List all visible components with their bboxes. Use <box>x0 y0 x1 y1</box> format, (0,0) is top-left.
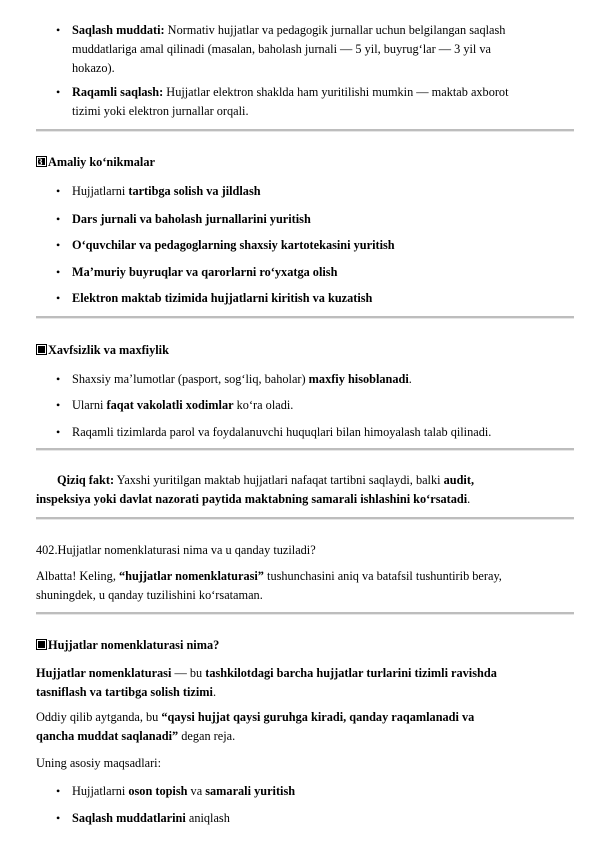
bullet: • <box>56 85 61 99</box>
bullet: • <box>56 184 61 198</box>
bullet: • <box>56 425 61 439</box>
list-item-text: tizimi yoki elektron jurnallar orqali. <box>72 104 249 118</box>
list-item-bold: Dars jurnali va baholash jurnallarini yuritish <box>72 212 311 226</box>
keycap-3-icon: 3 <box>36 156 47 167</box>
list-item-title: Saqlash muddati: <box>72 23 165 37</box>
list-item-bold: tartibga solish va jildlash <box>128 184 261 198</box>
fact-text: . <box>467 492 471 506</box>
answer-text: Albatta! Keling, <box>36 569 119 583</box>
answer-paragraph <box>36 567 576 605</box>
bullet: • <box>56 784 61 798</box>
section-heading <box>36 341 169 360</box>
list-item-text: hokazo). <box>72 61 115 75</box>
section-heading <box>36 636 219 655</box>
list-item-text: Hujjatlarni <box>72 784 129 798</box>
fact-paragraph <box>36 471 576 509</box>
list-item-text: Normativ hujjatlar va pedagogik jurnallar uchun belgilangan saqlash <box>164 23 506 37</box>
bullet: • <box>56 238 61 252</box>
list-item-text: Hujjatlar elektron shaklda ham yuritilishi mumkin — maktab axborot <box>163 85 509 99</box>
bullet: • <box>56 212 61 226</box>
bullet: • <box>56 398 61 412</box>
section-heading <box>36 153 155 172</box>
simple-paragraph <box>36 708 576 746</box>
fact-label: Qiziq fakt: <box>57 473 115 487</box>
goals-label: Uning asosiy maqsadlari: <box>36 756 161 770</box>
answer-bold: “hujjatlar nomenklaturasi” <box>118 569 264 583</box>
question-text: 402.Hujjatlar nomenklaturasi nima va u qanday tuziladi? <box>36 543 316 557</box>
list-item <box>36 83 576 121</box>
list-item-bold: O‘quvchilar va pedagoglarning shaxsiy kartotekasini yuritish <box>72 238 395 252</box>
fact-bold: audit, <box>443 473 475 487</box>
book-icon <box>36 639 47 650</box>
divider <box>36 448 574 451</box>
bullet: • <box>56 291 61 305</box>
section-title: Xavfsizlik va maxfiylik <box>48 343 169 357</box>
list-item-text: Ularni <box>72 398 107 412</box>
fact-bold: inspeksiya yoki davlat nazorati paytida maktabning samarali ishlashini ko‘rsatadi <box>36 492 468 506</box>
simple-text: degan reja. <box>178 729 236 743</box>
lock-icon <box>36 344 47 355</box>
list-item-text: va <box>187 784 206 798</box>
list-item-text: Raqamli tizimlarda parol va foydalanuvchi huquqlari bilan himoyalash talab qilinadi. <box>72 425 492 439</box>
simple-bold: “qaysi hujjat qaysi guruhga kiradi, qanday raqamlanadi va <box>161 710 475 724</box>
list-item <box>36 21 576 78</box>
list-item-bold: Elektron maktab tizimida hujjatlarni kiritish va kuzatish <box>72 291 373 305</box>
list-item-bold: maxfiy hisoblanadi <box>308 372 409 386</box>
divider <box>36 517 574 520</box>
divider <box>36 316 574 319</box>
definition-paragraph <box>36 664 576 702</box>
bullet: • <box>56 265 61 279</box>
list-item-bold: Saqlash muddatlarini <box>72 811 186 825</box>
simple-text: Oddiy qilib aytganda, bu <box>36 710 162 724</box>
list-item-text: Hujjatlarni <box>72 184 129 198</box>
list-item-text: Shaxsiy ma’lumotlar (pasport, sog‘liq, baholar) <box>72 372 309 386</box>
divider <box>36 129 574 132</box>
list-item-bold: Ma’muriy buyruqlar va qarorlarni ro‘yxatga olish <box>72 265 338 279</box>
list-item-text: aniqlash <box>185 811 230 825</box>
list-item-text: muddatlariga amal qilinadi (masalan, baholash jurnali — 5 yil, buyrug‘lar — 3 yil va <box>72 42 492 56</box>
divider <box>36 612 574 615</box>
fact-text: Yaxshi yuritilgan maktab hujjatlari nafaqat tartibni saqlaydi, balki <box>114 473 444 487</box>
list-item-bold: faqat vakolatli xodimlar <box>106 398 234 412</box>
definition-text: — bu <box>171 666 206 680</box>
definition-bold: tasniflash va tartibga solish tizimi <box>36 685 213 699</box>
simple-bold: qancha muddat saqlanadi” <box>36 729 179 743</box>
list-item-title: Raqamli saqlash: <box>72 85 164 99</box>
bullet: • <box>56 811 61 825</box>
definition-bold: Hujjatlar nomenklaturasi <box>36 666 172 680</box>
answer-text: shuningdek, u qanday tuzilishini ko‘rsataman. <box>36 588 263 602</box>
bullet: • <box>56 372 61 386</box>
section-title: Amaliy ko‘nikmalar <box>48 155 155 169</box>
list-item-text: ko‘ra oladi. <box>233 398 294 412</box>
section-title: Hujjatlar nomenklaturasi nima? <box>48 638 220 652</box>
list-item-bold: oson topish <box>128 784 188 798</box>
answer-text: tushunchasini aniq va batafsil tushuntirib beray, <box>263 569 502 583</box>
definition-text: . <box>212 685 217 699</box>
list-item-text: . <box>408 372 412 386</box>
definition-bold: tashkilotdagi barcha hujjatlar turlarini tizimli ravishda <box>205 666 497 680</box>
bullet: • <box>56 23 61 37</box>
list-item-bold: samarali yuritish <box>205 784 296 798</box>
